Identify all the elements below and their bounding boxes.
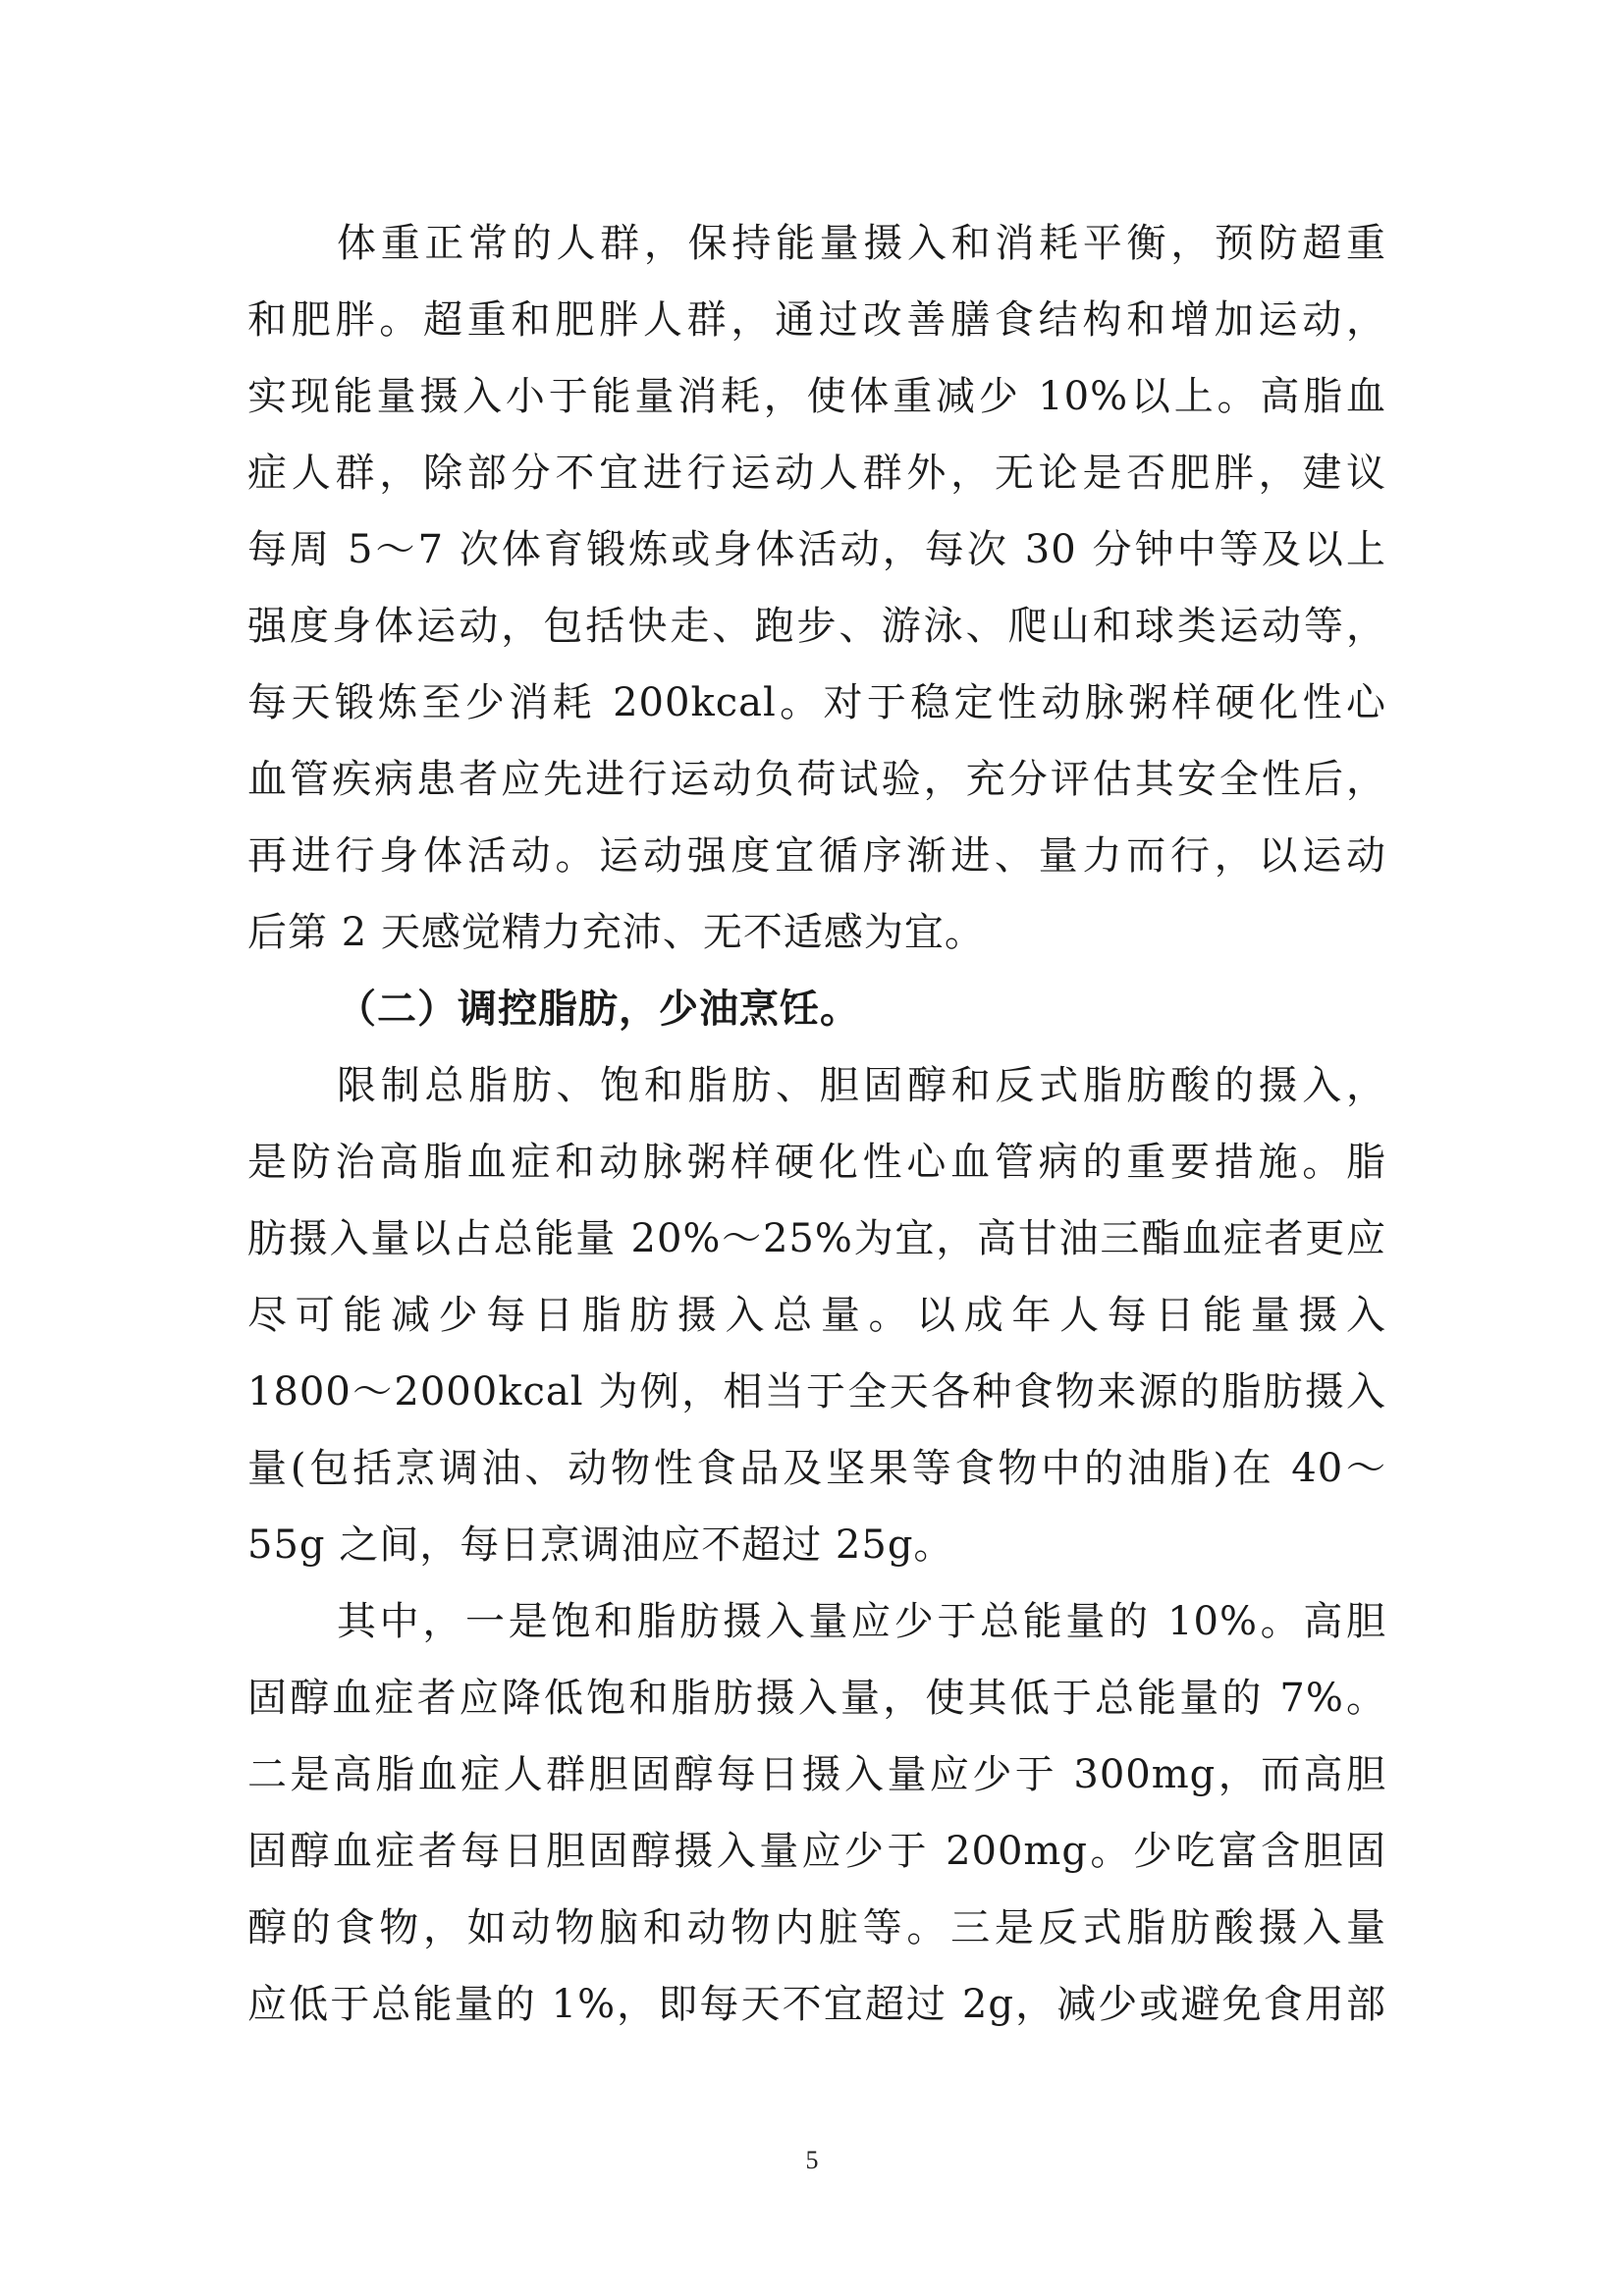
- text-line: 后第 2 天感觉精力充沛、无不适感为宜。: [247, 910, 985, 955]
- text-line: 和肥胖。超重和肥胖人群，通过改善膳食结构和增加运动，: [247, 297, 1386, 343]
- text-line: 固醇血症者应降低饱和脂肪摄入量，使其低于总能量的 7%。: [247, 1676, 1386, 1721]
- text-line: 其中，一是饱和脂肪摄入量应少于总能量的 10%。高胆: [337, 1599, 1386, 1644]
- text-line: 症人群，除部分不宜进行运动人群外，无论是否肥胖，建议: [247, 451, 1386, 496]
- text-line: 是防治高脂血症和动脉粥样硬化性心血管病的重要措施。脂: [247, 1140, 1386, 1185]
- text-line: 55g 之间，每日烹调油应不超过 25g。: [247, 1522, 954, 1568]
- text-line: 1800～2000kcal 为例，相当于全天各种食物来源的脂肪摄入: [247, 1369, 1386, 1415]
- text-line: 强度身体运动，包括快走、跑步、游泳、爬山和球类运动等，: [247, 604, 1386, 649]
- text-line: 量(包括烹调油、动物性食品及坚果等食物中的油脂)在 40～: [247, 1446, 1386, 1491]
- text-line: 限制总脂肪、饱和脂肪、胆固醇和反式脂肪酸的摄入，: [337, 1063, 1386, 1108]
- text-line: 每周 5～7 次体育锻炼或身体活动，每次 30 分钟中等及以上: [247, 527, 1386, 572]
- text-line: 每天锻炼至少消耗 200kcal。对于稳定性动脉粥样硬化性心: [247, 680, 1386, 725]
- text-line: 应低于总能量的 1%，即每天不宜超过 2g，减少或避免食用部: [247, 1982, 1386, 2027]
- page-number: 5: [805, 2146, 819, 2174]
- text-line: 尽可能减少每日脂肪摄入总量。以成年人每日能量摄入: [247, 1293, 1386, 1338]
- section-heading: （二）调控脂肪，少油烹饪。: [337, 987, 860, 1032]
- text-line: 再进行身体活动。运动强度宜循序渐进、量力而行，以运动: [247, 833, 1386, 879]
- text-line: 实现能量摄入小于能量消耗，使体重减少 10%以上。高脂血: [247, 374, 1386, 419]
- text-line: 血管疾病患者应先进行运动负荷试验，充分评估其安全性后，: [247, 757, 1386, 802]
- text-line: 二是高脂血症人群胆固醇每日摄入量应少于 300mg，而高胆: [247, 1752, 1386, 1797]
- text-line: 醇的食物，如动物脑和动物内脏等。三是反式脂肪酸摄入量: [247, 1905, 1386, 1950]
- text-line: 肪摄入量以占总能量 20%～25%为宜，高甘油三酯血症者更应: [247, 1216, 1386, 1261]
- text-line: 体重正常的人群，保持能量摄入和消耗平衡，预防超重: [337, 221, 1386, 266]
- text-line: 固醇血症者每日胆固醇摄入量应少于 200mg。少吃富含胆固: [247, 1829, 1386, 1874]
